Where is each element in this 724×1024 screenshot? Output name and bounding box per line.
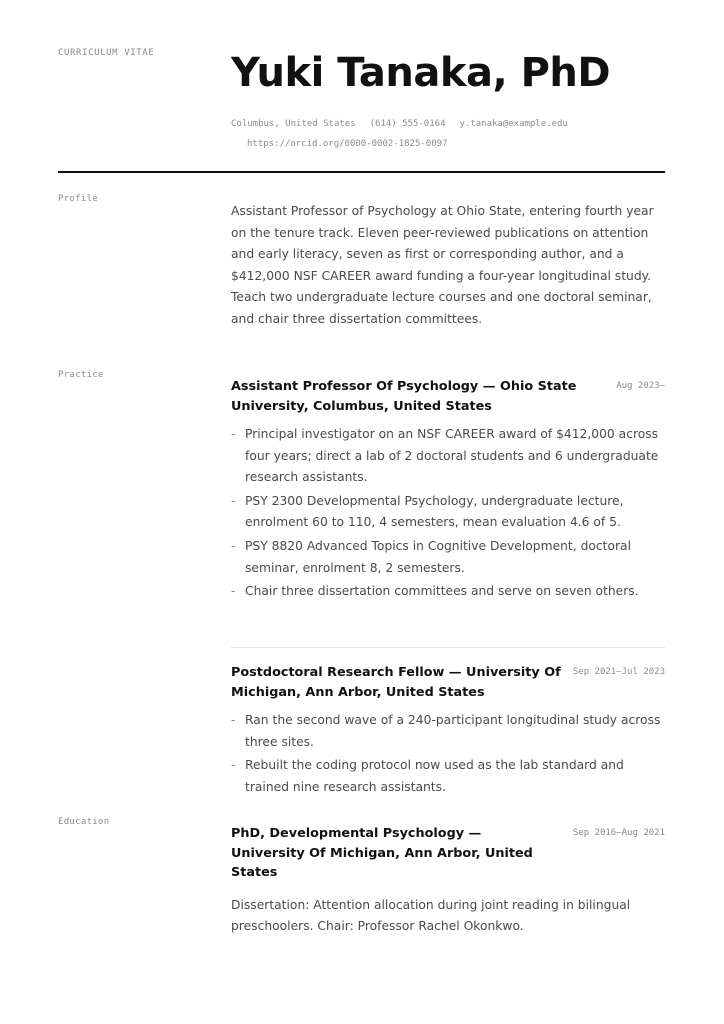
- profile-summary: Assistant Professor of Psychology at Ohio State, entering fourth year on the tenure track. Eleven peer-reviewed publications on attention and early literacy, seven as first or corresponding author, and a $412,000 NSF CAREER award funding a four-year longitudinal study. Teach two undergraduate lecture courses and one doctoral seminar, and chair three dissertation committees.: [231, 204, 654, 326]
- bullet-item: - Ran the second wave of a 240-participant longitudinal study across three sites.: [231, 710, 665, 753]
- entry-bullets: [231, 424, 665, 603]
- entry-title: Assistant Professor Of Psychology — Ohio State University, Columbus, United States: [231, 379, 577, 414]
- bullet-item: - Chair three dissertation committees and serve on seven others.: [231, 581, 665, 603]
- header-rule: [58, 171, 665, 173]
- bullet-item: - Principal investigator on an NSF CAREER award of $412,000 across four years; direct a lab of 2 doctoral students and 6 undergraduate research assistants.: [231, 424, 665, 489]
- entry-date: Sep 2021–Jul 2023: [572, 667, 665, 677]
- bullet-item: - PSY 8820 Advanced Topics in Cognitive Development, doctoral seminar, enrolment 8, 2 semesters.: [231, 536, 665, 579]
- contact-phone: (614) 555-0164: [369, 119, 446, 129]
- bullet-item: - Rebuilt the coding protocol now used as the lab standard and trained nine research assistants.: [231, 755, 665, 798]
- entry-title: PhD, Developmental Psychology — University Of Michigan, Ann Arbor, United States: [231, 826, 533, 880]
- entry-date: Sep 2016–Aug 2021: [572, 828, 665, 838]
- contact-email[interactable]: y.tanaka@example.edu: [459, 119, 568, 129]
- entry-divider: [231, 647, 665, 648]
- bullet-item: - PSY 2300 Developmental Psychology, undergraduate lecture, enrolment 60 to 110, 4 semesters, mean evaluation 4.6 of 5.: [231, 491, 665, 534]
- contact-info: [231, 114, 671, 154]
- practice-entry: [231, 377, 665, 605]
- entry-date: Aug 2023–: [616, 381, 665, 391]
- contact-location: Columbus, United States: [231, 119, 356, 129]
- practice-entry: [231, 663, 665, 800]
- section-label-profile: Profile: [58, 194, 99, 204]
- section-label-education: Education: [58, 817, 110, 827]
- entry-title: Postdoctoral Research Fellow — University Of Michigan, Ann Arbor, United States: [231, 665, 561, 700]
- person-name: Yuki Tanaka, PhD: [231, 50, 611, 96]
- section-label-practice: Practice: [58, 370, 104, 380]
- contact-orcid-link[interactable]: https://orcid.org/0000-0002-1825-0097: [247, 139, 448, 149]
- entry-bullets: [231, 710, 665, 798]
- document-label: CURRICULUM VITAE: [58, 48, 155, 58]
- entry-description: Dissertation: Attention allocation during joint reading in bilingual preschoolers. Chair: Professor Rachel Okonkwo.: [231, 897, 631, 934]
- education-entry: [231, 824, 665, 938]
